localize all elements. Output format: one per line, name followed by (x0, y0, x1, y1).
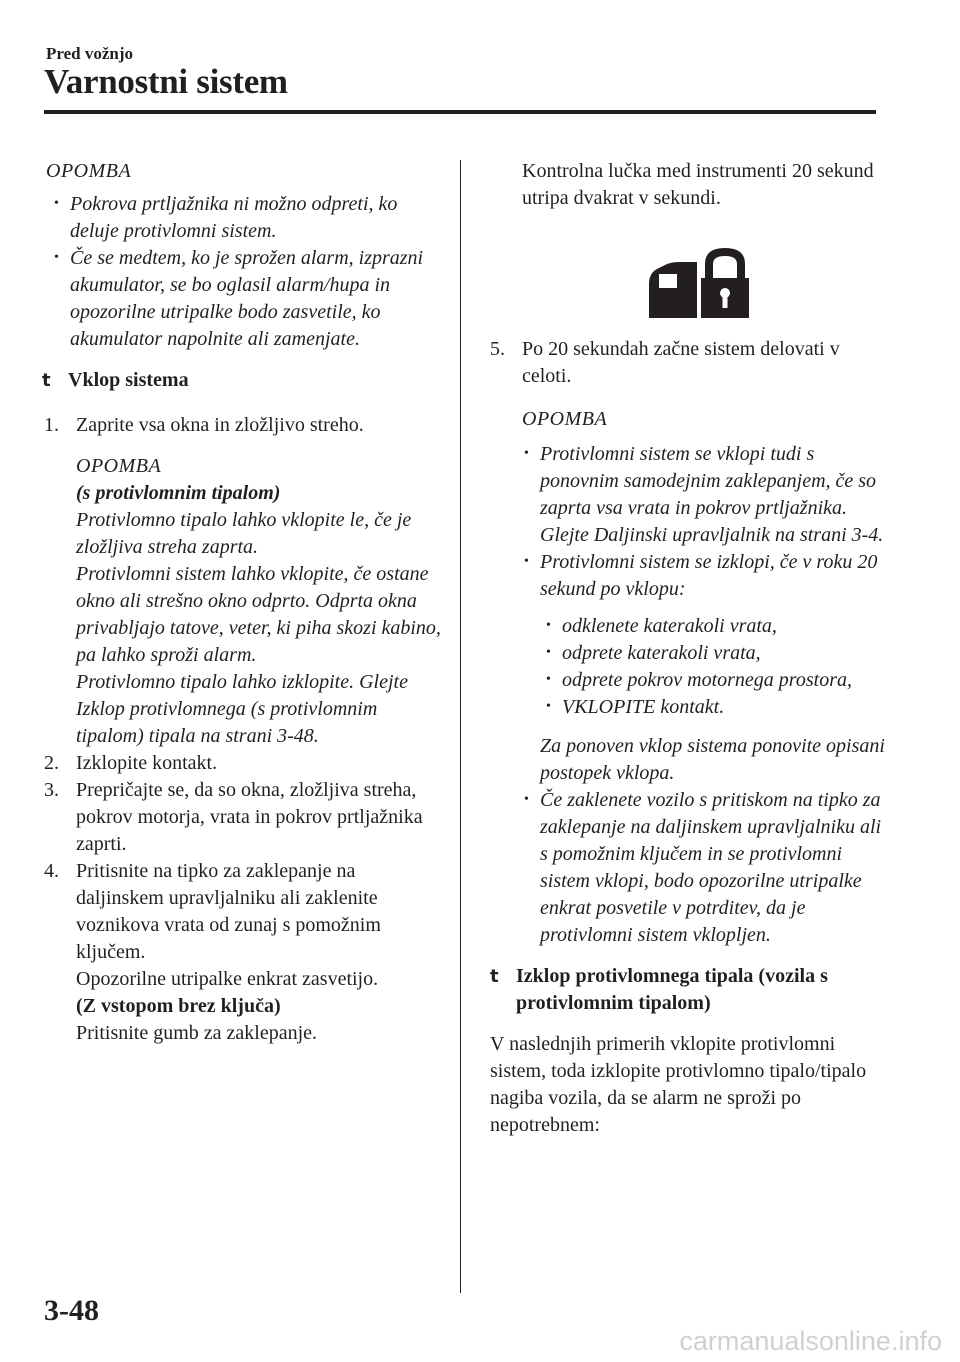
note-block (76, 453, 444, 750)
step-number: 1. (44, 414, 59, 436)
section-marker: t (490, 966, 499, 987)
column-divider (460, 160, 461, 1293)
step (490, 336, 885, 390)
section-paragraph: V naslednjih primerih vklopite protivlomni sistem, toda izklopite protivlomno tipalo/tipalo nagiba vozila, da se alarm ne sproži po nepotrebnem: (490, 1033, 867, 1136)
step-number: 2. (44, 752, 59, 774)
right-column (490, 158, 885, 1139)
step-paragraph: Opozorilne utripalke enkrat zasvetijo. (76, 968, 379, 990)
note-title: OPOMBA (46, 160, 132, 182)
step-number: 5. (490, 338, 505, 360)
step-continuation: Kontrolna lučka med instrumenti 20 sekund utripa dvakrat v sekundi. (522, 160, 874, 209)
step-number: 4. (44, 860, 59, 882)
note-block (522, 406, 885, 949)
step-text: Pritisnite na tipko za zaklepanje na daljinskem upravljalniku ali zaklenite voznikova vrata od zunaj s pomožnim ključem. (76, 860, 381, 963)
note-item (522, 441, 885, 549)
note-item: • Če se medtem, ko je sprožen alarm, izprazni akumulator, se bo oglasil alarm/hupa in opozorilne utripalke bodo zasvetile, ko akumulator napolnite ali zamenjate. (52, 245, 444, 353)
note-subitem: • odprete katerakoli vrata, (544, 640, 885, 667)
note-list (52, 191, 444, 353)
note-sublist (544, 613, 885, 721)
step (44, 858, 444, 1047)
note-item: • Pokrova prtljažnika ni možno odpreti, ko deluje protivlomni sistem. (52, 191, 444, 245)
step (44, 412, 444, 439)
step-text: Po 20 sekundah začne sistem delovati v celoti. (522, 338, 840, 387)
page-title: Varnostni sistem (44, 62, 288, 101)
note-subitem: • odprete pokrov motornega prostora, (544, 667, 885, 694)
step-text: Prepričajte se, da so okna, zložljiva streha, pokrov motorja, vrata in pokrov prtljažnika zaprti. (76, 779, 423, 855)
section-header: Pred vožnjo (46, 44, 134, 63)
note-item (522, 549, 885, 787)
note-subitem: • odklenete katerakoli vrata, (544, 613, 885, 640)
security-indicator-icon (645, 246, 751, 322)
note-item-reference: Glejte Daljinski upravljalnik na strani 3-4. (540, 524, 884, 546)
note-paragraph: Protivlomno tipalo lahko vklopite le, če je zložljiva streha zaprta. (76, 509, 412, 558)
left-column (44, 158, 444, 1047)
section-marker: t (42, 370, 51, 391)
page-number: 3-48 (44, 1294, 99, 1327)
note-item-text: • Protivlomni sistem se vklopi tudi s ponovnim samodejnim zaklepanjem, če so zaprta vsa vrata in pokrov prtljažnika. (540, 443, 877, 519)
note-paragraph: Protivlomno tipalo lahko izklopite. Glejte Izklop protivlomnega (s protivlomnim tipalom) tipala na strani 3-48. (76, 671, 408, 747)
note-item-text: • Protivlomni sistem se izklopi, če v roku 20 sekund po vklopu: (540, 551, 878, 600)
note-item-text: Za ponoven vklop sistema ponovite opisani postopek vklopa. (540, 735, 885, 784)
header-rule (44, 110, 876, 114)
note-subtitle: (s protivlomnim tipalom) (76, 482, 281, 504)
note-title: OPOMBA (522, 408, 608, 430)
step-number: 3. (44, 779, 59, 801)
note-list (522, 441, 885, 949)
section-heading (42, 367, 442, 394)
note-item: • Če zaklenete vozilo s pritiskom na tipko za zaklepanje na daljinskem upravljalniku ali s pomožnim ključem in se protivlomni sistem vklopi, bodo opozorilne utripalke enkrat posvetile v potrditev, da je protivlomni sistem vklopljen. (522, 787, 885, 949)
note-title: OPOMBA (76, 455, 162, 477)
note-paragraph: Protivlomni sistem lahko vklopite, če ostane okno ali strešno okno odprto. Odprta okna privabljajo tatove, veter, ki piha skozi kabino, pa lahko sproži alarm. (76, 563, 441, 666)
step-text: Izklopite kontakt. (76, 752, 218, 774)
step (44, 750, 444, 777)
step (44, 777, 444, 858)
note-subitem: • VKLOPITE kontakt. (544, 694, 885, 721)
section-heading (490, 963, 885, 1017)
step-subheading: (Z vstopom brez ključa) (76, 995, 281, 1017)
section-title: Vklop sistema (68, 369, 189, 391)
watermark: carmanualsonline.info (679, 1326, 942, 1356)
section-title: Izklop protivlomnega tipala (vozila s protivlomnim tipalom) (516, 965, 828, 1014)
step-text: Zaprite vsa okna in zložljivo streho. (76, 414, 364, 436)
step-paragraph: Pritisnite gumb za zaklepanje. (76, 1022, 318, 1044)
